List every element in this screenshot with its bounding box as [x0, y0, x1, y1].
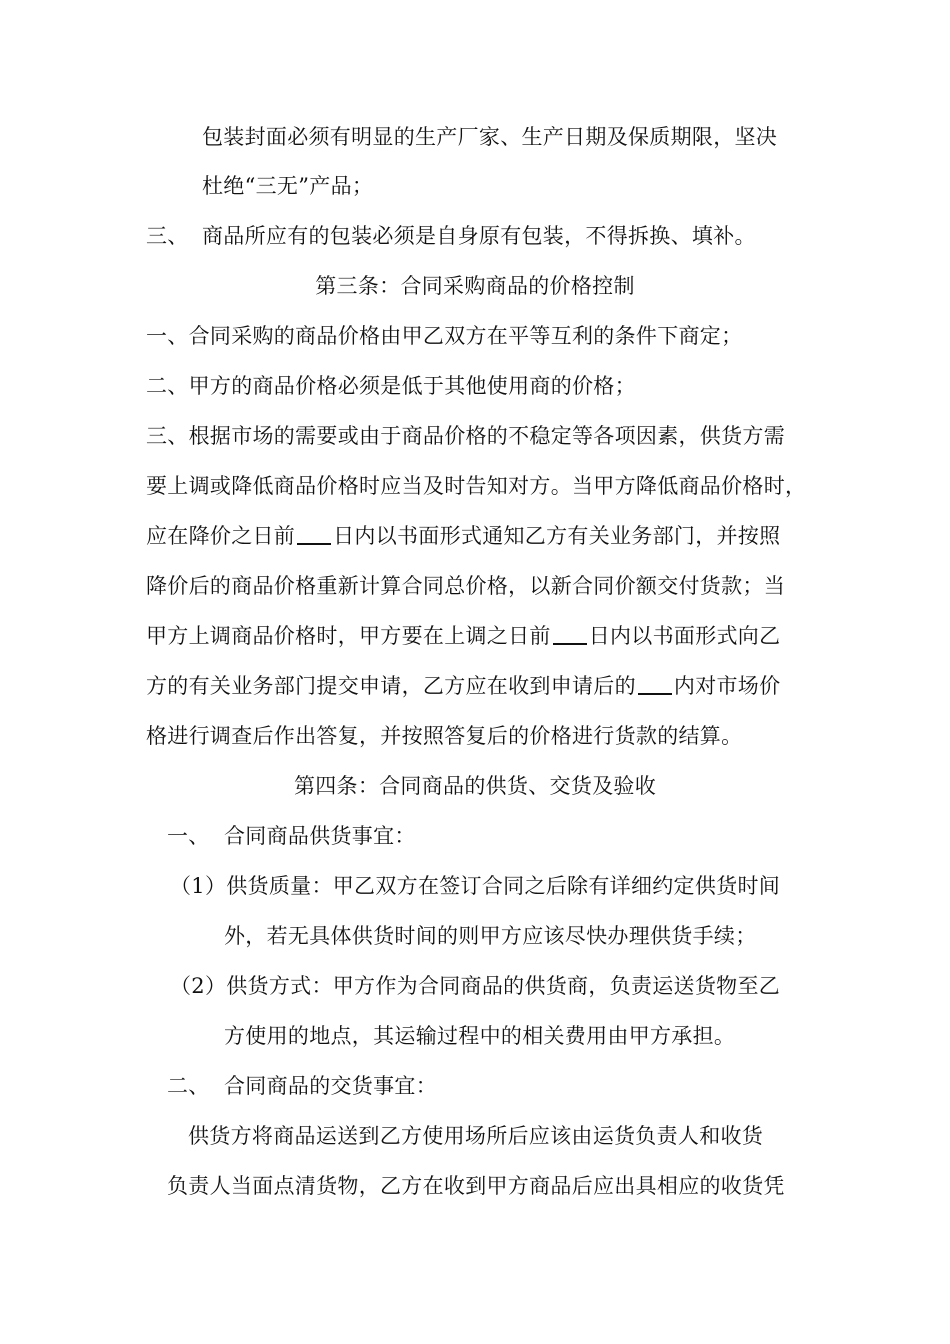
- fill-in-blank: [297, 523, 331, 545]
- heading-text: 第三条：合同采购商品的价格控制: [315, 274, 635, 298]
- line-text: 包装封面必须有明显的生产厂家、生产日期及保质期限，坚决: [202, 125, 778, 149]
- line-text: （1）供货质量：甲乙双方在签订合同之后除有详细约定供货时间: [170, 874, 781, 898]
- line-text: 格进行调查后作出答复，并按照答复后的价格进行货款的结算。: [146, 724, 743, 748]
- body-line: [146, 571, 785, 601]
- line-text: 二、甲方的商品价格必须是低于其他使用商的价格；: [146, 374, 636, 398]
- list-item: [167, 1071, 210, 1101]
- line-text: （2）供货方式：甲方作为合同商品的供货商，负责运送货物至乙: [170, 974, 781, 998]
- body-line: [146, 421, 785, 451]
- line-text: 要上调或降低商品价格时应当及时告知对方。当甲方降低商品价格时，: [146, 474, 807, 498]
- fill-in-blank: [638, 673, 672, 695]
- line-text: 负责人当面点清货物，乙方在收到甲方商品后应出具相应的收货凭: [167, 1174, 785, 1198]
- list-item: [167, 821, 210, 851]
- line-text: 日内以书面形式向乙: [588, 624, 781, 648]
- line-text: 商品所应有的包装必须是自身原有包装，不得拆换、填补。: [202, 224, 756, 248]
- line-text: 外，若无具体供货时间的则甲方应该尽快办理供货手续；: [224, 924, 757, 948]
- body-line: [224, 921, 757, 951]
- fill-in-blank: [553, 623, 587, 645]
- line-text: 降价后的商品价格重新计算合同总价格，以新合同价额交付货款；当: [146, 574, 785, 598]
- body-line: [146, 471, 806, 501]
- body-line: [202, 122, 777, 152]
- body-line: [167, 1171, 785, 1201]
- list-number: 二、: [167, 1074, 210, 1098]
- line-text: 方的有关业务部门提交申请，乙方应在收到申请后的: [146, 674, 636, 698]
- list-item-text: [224, 821, 416, 851]
- line-text: 合同商品的交货事宜：: [224, 1074, 437, 1098]
- list-item-text: [202, 221, 756, 251]
- body-line: [224, 1021, 735, 1051]
- line-text: 杜绝“三无”产品；: [202, 174, 374, 198]
- section-heading: [0, 771, 950, 801]
- line-text: 三、根据市场的需要或由于商品价格的不稳定等各项因素，供货方需: [146, 424, 785, 448]
- body-line: [146, 721, 742, 751]
- line-text: 应在降价之日前: [146, 524, 296, 548]
- body-line: [146, 321, 742, 351]
- list-item-text: [224, 1071, 437, 1101]
- list-number: 三、: [146, 224, 189, 248]
- line-text: 一、合同采购的商品价格由甲乙双方在平等互利的条件下商定；: [146, 324, 743, 348]
- section-heading: [0, 271, 950, 301]
- body-line: [202, 171, 373, 201]
- line-text: 内对市场价: [673, 674, 781, 698]
- body-line: [146, 621, 780, 651]
- body-line: [146, 371, 636, 401]
- body-line: [170, 971, 780, 1001]
- line-text: 供货方将商品运送到乙方使用场所后应该由运货负责人和收货: [188, 1124, 764, 1148]
- body-line: [146, 521, 780, 551]
- body-line: [170, 871, 780, 901]
- body-line: [188, 1121, 763, 1151]
- line-text: 方使用的地点，其运输过程中的相关费用由甲方承担。: [224, 1024, 736, 1048]
- line-text: 甲方上调商品价格时，甲方要在上调之日前: [146, 624, 551, 648]
- body-line: [146, 671, 780, 701]
- line-text: 合同商品供货事宜：: [224, 824, 416, 848]
- line-text: 日内以书面形式通知乙方有关业务部门，并按照: [333, 524, 781, 548]
- list-number: 一、: [167, 824, 210, 848]
- heading-text: 第四条：合同商品的供货、交货及验收: [293, 774, 657, 798]
- list-item: [146, 221, 189, 251]
